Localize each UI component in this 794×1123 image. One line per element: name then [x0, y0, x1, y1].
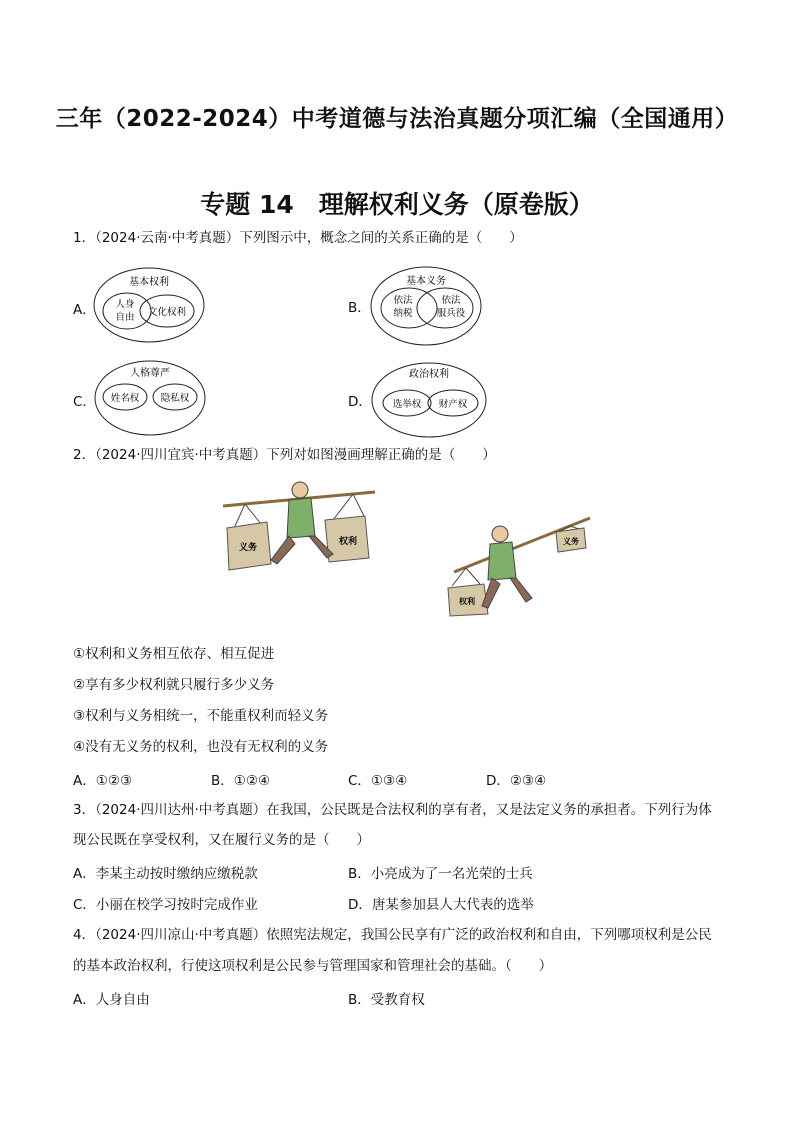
q2-statement-4: ④没有无义务的权利，也没有无权利的义务 [73, 739, 329, 755]
q1-option-c-letter[interactable]: C． [73, 394, 96, 410]
q2-choice-d[interactable]: D．②③④ [486, 773, 547, 789]
q1-d-inner2-label: 财产权 [438, 399, 468, 410]
cartoon-balanced-carrier [205, 478, 385, 588]
q1-b-inner1-label: 依法 [393, 295, 413, 306]
q3-choice-b[interactable]: B．小亮成为了一名光荣的士兵 [348, 866, 533, 882]
q2-choice-a[interactable]: A．①②③ [73, 773, 133, 789]
cartoon2-low-bag-label: 权利 [459, 597, 475, 606]
q2-choice-c[interactable]: C．①③④ [348, 773, 408, 789]
q1-c-outer-label: 人格尊严 [130, 368, 170, 379]
q2-statement-1: ①权利和义务相互依存、相互促进 [73, 646, 275, 662]
q1-d-inner1-label: 选举权 [392, 399, 422, 410]
q2-choice-b[interactable]: B．①②④ [211, 773, 271, 789]
q3-choice-c[interactable]: C．小丽在校学习按时完成作业 [73, 897, 258, 913]
q4-choice-b[interactable]: B．受教育权 [348, 992, 425, 1008]
q1-option-d-letter[interactable]: D． [348, 394, 372, 410]
q4-stem-line-1: 4．（2024·四川凉山·中考真题）依照宪法规定，我国公民享有广泛的政治权利和自由，下列哪项权利是公民 [73, 927, 712, 943]
q1-a-inner1-label: 人身 [115, 299, 135, 310]
q1-option-a-diagram [92, 265, 207, 345]
q1-option-b-diagram [369, 264, 484, 349]
q1-b-inner1b-label: 纳税 [393, 308, 413, 319]
q1-option-d-diagram [369, 360, 489, 440]
q1-a-inner1b-label: 自由 [115, 312, 135, 323]
q1-a-inner2-label: 文化权利 [147, 307, 187, 318]
q4-choice-a[interactable]: A．人身自由 [73, 992, 150, 1008]
q2-stem: 2．（2024·四川宜宾·中考真题）下列对如图漫画理解正确的是（ ） [73, 447, 496, 463]
topic-subtitle: 专题 14 理解权利义务（原卷版） [200, 190, 594, 219]
cartoon-unbalanced-carrier [430, 508, 595, 620]
cartoon1-right-bag-label: 权利 [338, 537, 358, 547]
q1-c-inner2-label: 隐私权 [160, 393, 190, 404]
q1-c-inner1-label: 姓名权 [110, 393, 140, 404]
q1-option-a-letter[interactable]: A． [73, 302, 96, 318]
q1-option-c-diagram [93, 358, 208, 438]
q1-option-b-letter[interactable]: B． [348, 300, 371, 316]
q3-choice-d[interactable]: D．唐某参加县人大代表的选举 [348, 897, 534, 913]
q1-stem: 1．（2024·云南·中考真题）下列图示中，概念之间的关系正确的是（ ） [73, 230, 523, 246]
q1-d-outer-label: 政治权利 [409, 369, 449, 380]
page-title: 三年（2022-2024）中考道德与法治真题分项汇编（全国通用） [55, 106, 739, 132]
q1-a-outer-label: 基本权利 [129, 277, 169, 288]
q1-b-inner2b-label: 服兵役 [436, 308, 466, 319]
cartoon1-left-bag-label: 义务 [238, 543, 258, 553]
q3-stem-line-2: 现公民既在享受权利，又在履行义务的是（ ） [73, 832, 370, 848]
q4-stem-line-2: 的基本政治权利，行使这项权利是公民参与管理国家和管理社会的基础。（ ） [73, 958, 553, 974]
q1-b-inner2-label: 依法 [441, 295, 461, 306]
q3-choice-a[interactable]: A．李某主动按时缴纳应缴税款 [73, 866, 258, 882]
cartoon2-high-bag-label: 义务 [563, 537, 579, 546]
q1-b-outer-label: 基本义务 [406, 276, 446, 287]
q2-statement-2: ②享有多少权利就只履行多少义务 [73, 677, 275, 693]
q2-statement-3: ③权利与义务相统一，不能重权利而轻义务 [73, 708, 329, 724]
q3-stem-line-1: 3．（2024·四川达州·中考真题）在我国，公民既是合法权利的享有者，又是法定义务的承担者。下列行为体 [73, 802, 712, 818]
